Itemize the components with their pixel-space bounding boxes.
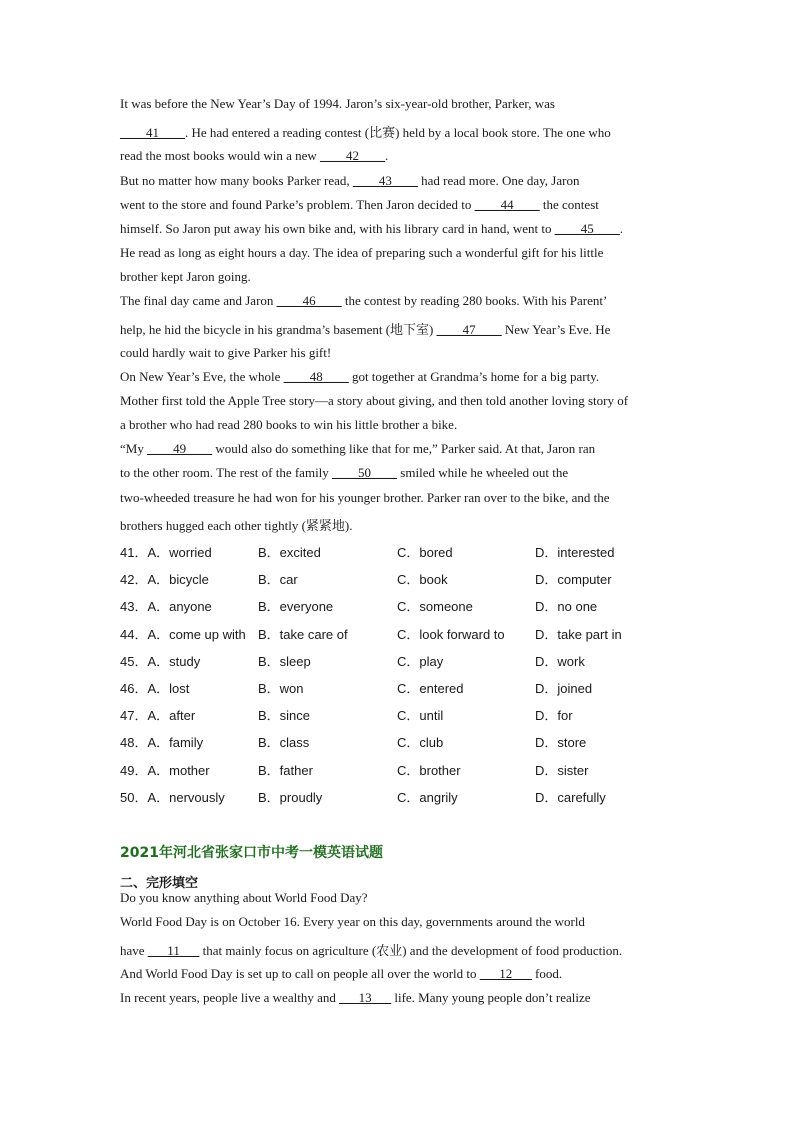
text-line: [120, 490, 680, 506]
option-c: C．look forward to: [397, 626, 505, 642]
text-line: [120, 966, 680, 982]
option-d: D．carefully: [535, 789, 606, 805]
question-row: [120, 542, 680, 560]
option-c: C．angrily: [397, 789, 458, 805]
answer-blank: ____50____: [332, 465, 398, 480]
option-c: C．until: [397, 708, 444, 724]
option-b: B．since: [258, 708, 311, 724]
text-run: got together at Grandma’s home for a big party.: [348, 369, 600, 384]
answer-blank: ____42____: [320, 148, 386, 163]
option-c: C．someone: [397, 599, 473, 615]
option-b: B．class: [258, 735, 310, 751]
question-row: [120, 624, 680, 642]
text-run: to the other room. The rest of the family: [120, 465, 333, 480]
question-row: [120, 569, 680, 587]
answer-blank: ___11___: [147, 943, 200, 958]
option-c: C．entered: [397, 681, 464, 696]
text-run: He read as long as eight hours a day. The idea of preparing such a wonderful gift for his little: [120, 245, 604, 260]
option-a: 42．A．bicycle: [120, 572, 209, 588]
answer-blank: ____49____: [147, 441, 213, 456]
text-line: [120, 417, 680, 433]
text-run: help, he hid the bicycle in his grandma’s basement (地下室): [120, 322, 437, 337]
text-run: read the most books would win a new: [120, 148, 321, 163]
text-line: [120, 197, 680, 213]
option-d: D．interested: [535, 545, 615, 560]
option-a: 45．A．study: [120, 653, 201, 669]
answer-blank: ____48____: [283, 369, 349, 384]
text-line: [120, 914, 680, 930]
text-run: would also do something like that for me,” Parker said. At that, Jaron ran: [212, 441, 596, 456]
text-run: the contest by reading 280 books. With his Parent’: [341, 293, 608, 308]
text-line: [120, 269, 680, 285]
option-c: C．bored: [397, 545, 453, 560]
text-run: “My: [120, 441, 148, 456]
option-b: B．sleep: [258, 653, 311, 669]
option-a: 47．A．after: [120, 708, 196, 724]
text-run: brothers hugged each other tightly (紧紧地).: [120, 518, 353, 533]
answer-blank: ____46____: [276, 293, 342, 308]
text-run: could hardly wait to give Parker his gift!: [120, 345, 332, 360]
text-run: a brother who had read 280 books to win his little brother a bike.: [120, 417, 458, 432]
text-run: And World Food Day is set up to call on people all over the world to: [120, 966, 480, 981]
text-run: New Year’s Eve. He: [501, 322, 611, 337]
text-line: [120, 345, 680, 361]
option-d: D．sister: [535, 762, 589, 778]
answer-blank: ____44____: [474, 197, 540, 212]
option-d: D．no one: [535, 599, 598, 615]
option-c: C．play: [397, 653, 444, 669]
question-row: [120, 787, 680, 805]
text-line: [120, 940, 680, 959]
text-run: The final day came and Jaron: [120, 293, 277, 308]
text-run: have: [120, 943, 148, 958]
answer-blank: ____43____: [352, 173, 418, 188]
section-title: 2021年河北省张家口市中考一模英语试题: [120, 845, 383, 861]
text-line: [120, 393, 680, 409]
text-line: [120, 319, 680, 338]
option-b: B．proudly: [258, 789, 323, 805]
text-run: . He had entered a reading contest (比赛) held by a local book store. The one who: [185, 125, 611, 140]
text-run: Do you know anything about World Food Day?: [120, 890, 368, 905]
text-line: [120, 515, 680, 534]
option-b: B．won: [258, 681, 304, 696]
option-d: D．joined: [535, 681, 593, 696]
text-line: [120, 990, 680, 1006]
text-line: [120, 245, 680, 261]
answer-blank: ____47____: [436, 322, 502, 337]
answer-blank: ____45____: [554, 221, 620, 236]
section-subtitle: 二、完形填空: [120, 876, 199, 891]
text-run: had read more. One day, Jaron: [417, 173, 580, 188]
option-a: 41．A．worried: [120, 545, 212, 560]
text-line: [120, 122, 680, 141]
option-c: C．brother: [397, 762, 461, 778]
option-a: 43．A．anyone: [120, 599, 212, 615]
text-line: [120, 221, 680, 237]
text-run: .: [385, 148, 389, 163]
text-run: himself. So Jaron put away his own bike and, with his library card in hand, went to: [120, 221, 555, 236]
text-run: World Food Day is on October 16. Every year on this day, governments around the world: [120, 914, 585, 929]
text-run: two-wheeded treasure he had won for his younger brother. Parker ran over to the bike, and the: [120, 490, 610, 505]
text-line: [120, 96, 680, 112]
text-run: .: [619, 221, 623, 236]
option-d: D．work: [535, 653, 585, 669]
text-line: [120, 148, 680, 164]
option-a: 44．A．come up with: [120, 626, 246, 642]
option-b: B．car: [258, 572, 298, 588]
text-line: [120, 173, 680, 189]
text-run: Mother first told the Apple Tree story—a story about giving, and then told another loving story of: [120, 393, 629, 408]
text-run: On New Year’s Eve, the whole: [120, 369, 284, 384]
question-row: [120, 760, 680, 778]
text-run: food.: [531, 966, 563, 981]
option-b: B．excited: [258, 545, 321, 560]
option-c: C．book: [397, 572, 448, 588]
option-b: B．father: [258, 762, 313, 778]
text-run: went to the store and found Parke’s problem. Then Jaron decided to: [120, 197, 475, 212]
answer-blank: ___12___: [479, 966, 532, 981]
option-d: D．for: [535, 708, 573, 724]
option-d: D．store: [535, 735, 587, 751]
text-line: [120, 890, 680, 906]
text-run: In recent years, people live a wealthy and: [120, 990, 340, 1005]
option-d: D．take part in: [535, 626, 622, 642]
question-row: [120, 678, 680, 696]
text-run: smiled while he wheeled out the: [397, 465, 569, 480]
question-row: [120, 596, 680, 614]
option-d: D．computer: [535, 572, 612, 588]
answer-blank: ____41____: [120, 125, 185, 140]
text-line: [120, 441, 680, 457]
question-row: [120, 705, 680, 723]
option-a: 46．A．lost: [120, 681, 190, 696]
text-line: [120, 369, 680, 385]
option-b: B．take care of: [258, 626, 348, 642]
option-c: C．club: [397, 735, 444, 751]
option-a: 49．A．mother: [120, 762, 210, 778]
text-run: the contest: [539, 197, 599, 212]
text-run: But no matter how many books Parker read,: [120, 173, 353, 188]
text-run: It was before the New Year’s Day of 1994. Jaron’s six-year-old brother, Parker, was: [120, 96, 555, 111]
text-run: that mainly focus on agriculture (农业) and the development of food production.: [199, 943, 623, 958]
option-a: 50．A．nervously: [120, 789, 225, 805]
question-row: [120, 651, 680, 669]
text-line: [120, 293, 680, 309]
text-run: brother kept Jaron going.: [120, 269, 251, 284]
option-a: 48．A．family: [120, 735, 204, 751]
answer-blank: ___13___: [339, 990, 392, 1005]
text-line: [120, 465, 680, 481]
question-row: [120, 732, 680, 750]
text-run: life. Many young people don’t realize: [391, 990, 591, 1005]
option-b: B．everyone: [258, 599, 334, 615]
